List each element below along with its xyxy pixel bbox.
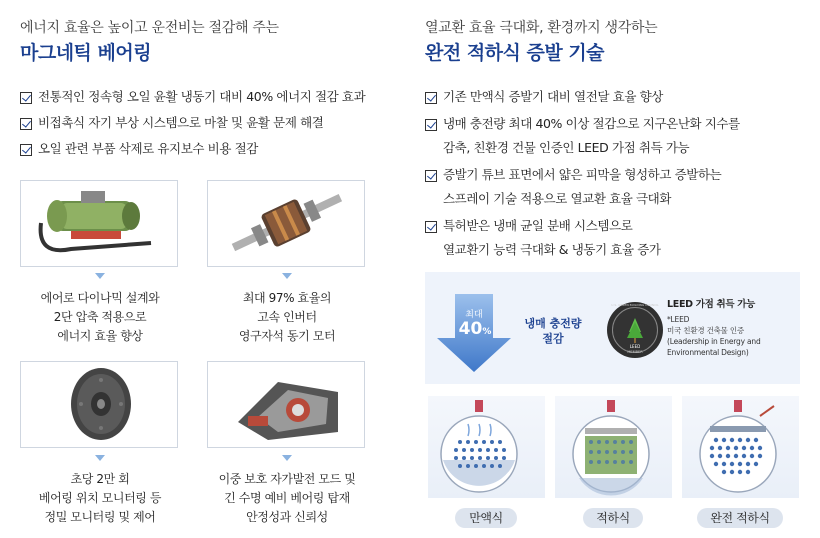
left-bullet: 오일 관련 부품 삭제로 유지보수 비용 절감 [20,142,365,161]
arrow-down-icon [95,273,105,279]
label-flooded: 만액식 [455,508,517,528]
reduction-value: 40% [458,319,492,339]
full-falling-film-panel [682,396,799,498]
right-bullet: 기존 만액식 증발기 대비 열전달 효율 향상 [425,90,740,109]
checkbox-icon [425,119,437,131]
left-bullet: 전통적인 정속형 오일 윤활 냉동기 대비 40% 에너지 절감 효과 [20,90,365,109]
caption-bearing: 초당 2만 회 베어링 위치 모니터링 등 정밀 모니터링 및 제어 [38,472,162,524]
reduction-label: 냉매 충전량 절감 [524,317,582,345]
checkbox-icon [20,144,32,156]
label-full-falling-film: 완전 적하식 [697,508,783,528]
arrow-down-icon [95,455,105,461]
refrigerant-reduction-panel [425,272,800,384]
compressor-image [20,180,178,267]
reduction-max-label: 최대 [465,310,483,320]
right-bullet: 증발기 튜브 표면에서 얇은 피막을 형성하고 증발하는 스프레이 기술 적용으로 열교환 효율 극대화 [425,168,740,211]
bearing-image [20,361,178,448]
left-subtitle: 에너지 효율은 높이고 운전비는 절감해 주는 [20,20,279,36]
right-bullet-list [425,90,740,270]
leed-seal-icon: LEED MEMBER U.S. GREEN BUILDING COUNCIL [607,302,663,358]
checkbox-icon [425,170,437,182]
left-bullet: 비접촉식 자기 부상 시스템으로 마찰 및 윤활 문제 해결 [20,116,365,135]
checkbox-icon [425,92,437,104]
flooded-evaporator-panel [428,396,545,498]
cutaway-image [207,361,365,448]
caption-motor: 최대 97% 효율의 고속 인버터 영구자석 동기 모터 [238,291,336,343]
motor-image [207,180,365,267]
right-bullet: 특허받은 냉매 균일 분배 시스템으로 열교환기 능력 극대화 & 냉동기 효율 증가 [425,219,740,262]
left-bullet-list [20,90,365,168]
arrow-down-icon [282,455,292,461]
leed-note: *LEED 미국 친환경 건축물 인증 (Leadership in Energy and Environmental Design) [667,315,761,357]
label-falling-film: 적하식 [583,508,643,528]
checkbox-icon [20,92,32,104]
right-title: 완전 적하식 증발 기술 [425,42,605,64]
caption-cutaway: 이중 보호 자가발전 모드 및 긴 수명 예비 베어링 탑재 안정성과 신뢰성 [218,472,356,524]
right-subtitle: 열교환 효율 극대화, 환경까지 생각하는 [425,20,658,36]
checkbox-icon [425,221,437,233]
arrow-down-icon [282,273,292,279]
right-bullet: 냉매 충전량 최대 40% 이상 절감으로 지구온난화 지수를 감축, 친환경 건물 인증인 LEED 가점 취득 가능 [425,117,740,160]
caption-compressor: 에어로 다이나믹 설계와 2단 압축 적용으로 에너지 효율 향상 [40,291,160,343]
falling-film-panel [555,396,672,498]
leed-title: LEED 가점 취득 가능 [667,299,756,310]
left-title: 마그네틱 베어링 [20,42,152,64]
checkbox-icon [20,118,32,130]
